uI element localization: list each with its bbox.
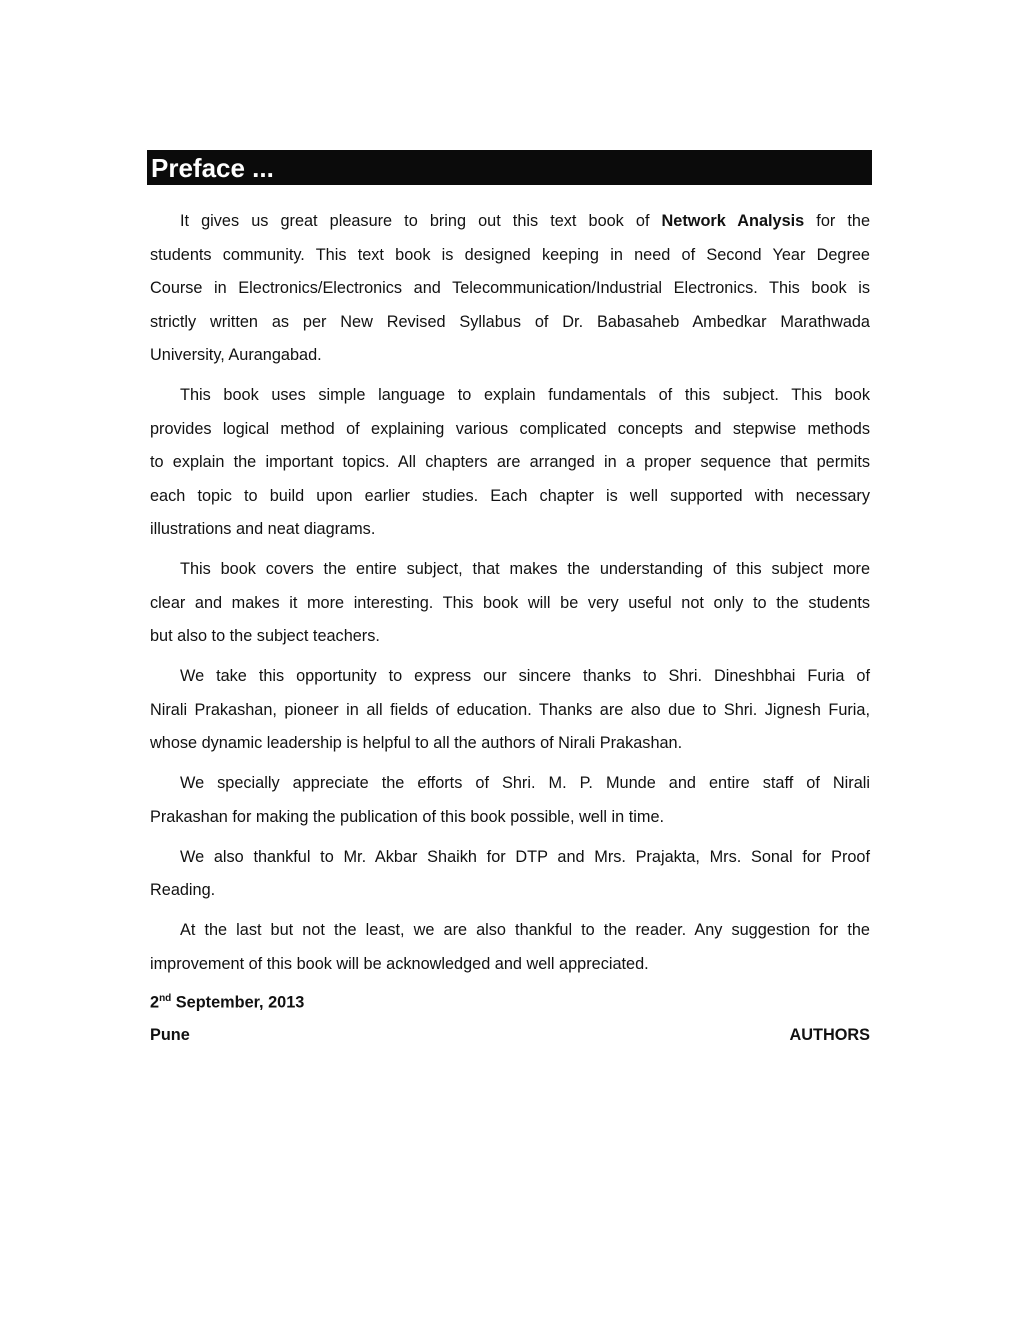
text-line: Reading. [150,881,216,899]
text-line: each topic to build upon earlier studies. Each chapter is well supported with necessary [150,486,870,505]
text-line: This book covers the entire subject, that makes the understanding of this subject more [180,560,870,578]
place: Pune [150,1026,190,1044]
paragraph [150,553,870,654]
text-line: At the last but not the least, we are also thankful to the reader. Any suggestion for the [180,921,870,939]
paragraph [150,914,870,981]
text-line: Nirali Prakashan, pioneer in all fields of education. Thanks are also due to Shri. Jignesh Furia, [150,700,870,719]
text-line: strictly written as per New Revised Syllabus of Dr. Babasaheb Ambedkar Marathwada [150,312,870,331]
paragraph [150,767,870,834]
text-segment: It gives us great pleasure to bring out this text book of [180,212,662,230]
date-rest: September, 2013 [171,993,305,1012]
paragraph [150,379,870,547]
date [150,993,304,1012]
text-line: We specially appreciate the efforts of Shri. M. P. Munde and entire staff of Nirali [180,774,870,792]
text-line: Prakashan for making the publication of this book possible, well in time. [150,807,665,826]
paragraph [150,841,870,908]
text-line: We take this opportunity to express our sincere thanks to Shri. Dineshbhai Furia of [180,667,870,685]
paragraph [150,205,870,373]
text-line: We also thankful to Mr. Akbar Shaikh for DTP and Mrs. Prajakta, Mrs. Sonal for Proof [180,847,870,866]
text-line: but also to the subject teachers. [150,627,380,645]
signature: AUTHORS [789,1026,870,1044]
text-line: whose dynamic leadership is helpful to all the authors of Nirali Prakashan. [150,734,683,752]
text-line [150,205,870,239]
paragraph [150,660,870,761]
text-segment: for the [804,212,870,230]
text-line: to explain the important topics. All chapters are arranged in a proper sequence that permits [150,453,870,471]
text-line: students community. This text book is designed keeping in need of Second Year Degree [150,245,870,264]
text-line: This book uses simple language to explain fundamentals of this subject. This book [180,386,870,404]
date-suffix: nd [159,993,172,1004]
book-title: Network Analysis [661,212,805,230]
preface-heading-bar [147,150,872,185]
text-line: clear and makes it more interesting. This book will be very useful not only to the students [150,593,870,612]
text-line: University, Aurangabad. [150,346,322,364]
page-title: Preface ... [151,153,274,183]
date-day: 2 [150,993,160,1012]
text-line: improvement of this book will be acknowledged and well appreciated. [150,954,649,973]
text-line: provides logical method of explaining various complicated concepts and stepwise methods [150,419,870,438]
text-line: illustrations and neat diagrams. [150,520,376,538]
preface-body [150,205,870,988]
text-line: Course in Electronics/Electronics and Telecommunication/Industrial Electronics. This book is [150,279,870,297]
